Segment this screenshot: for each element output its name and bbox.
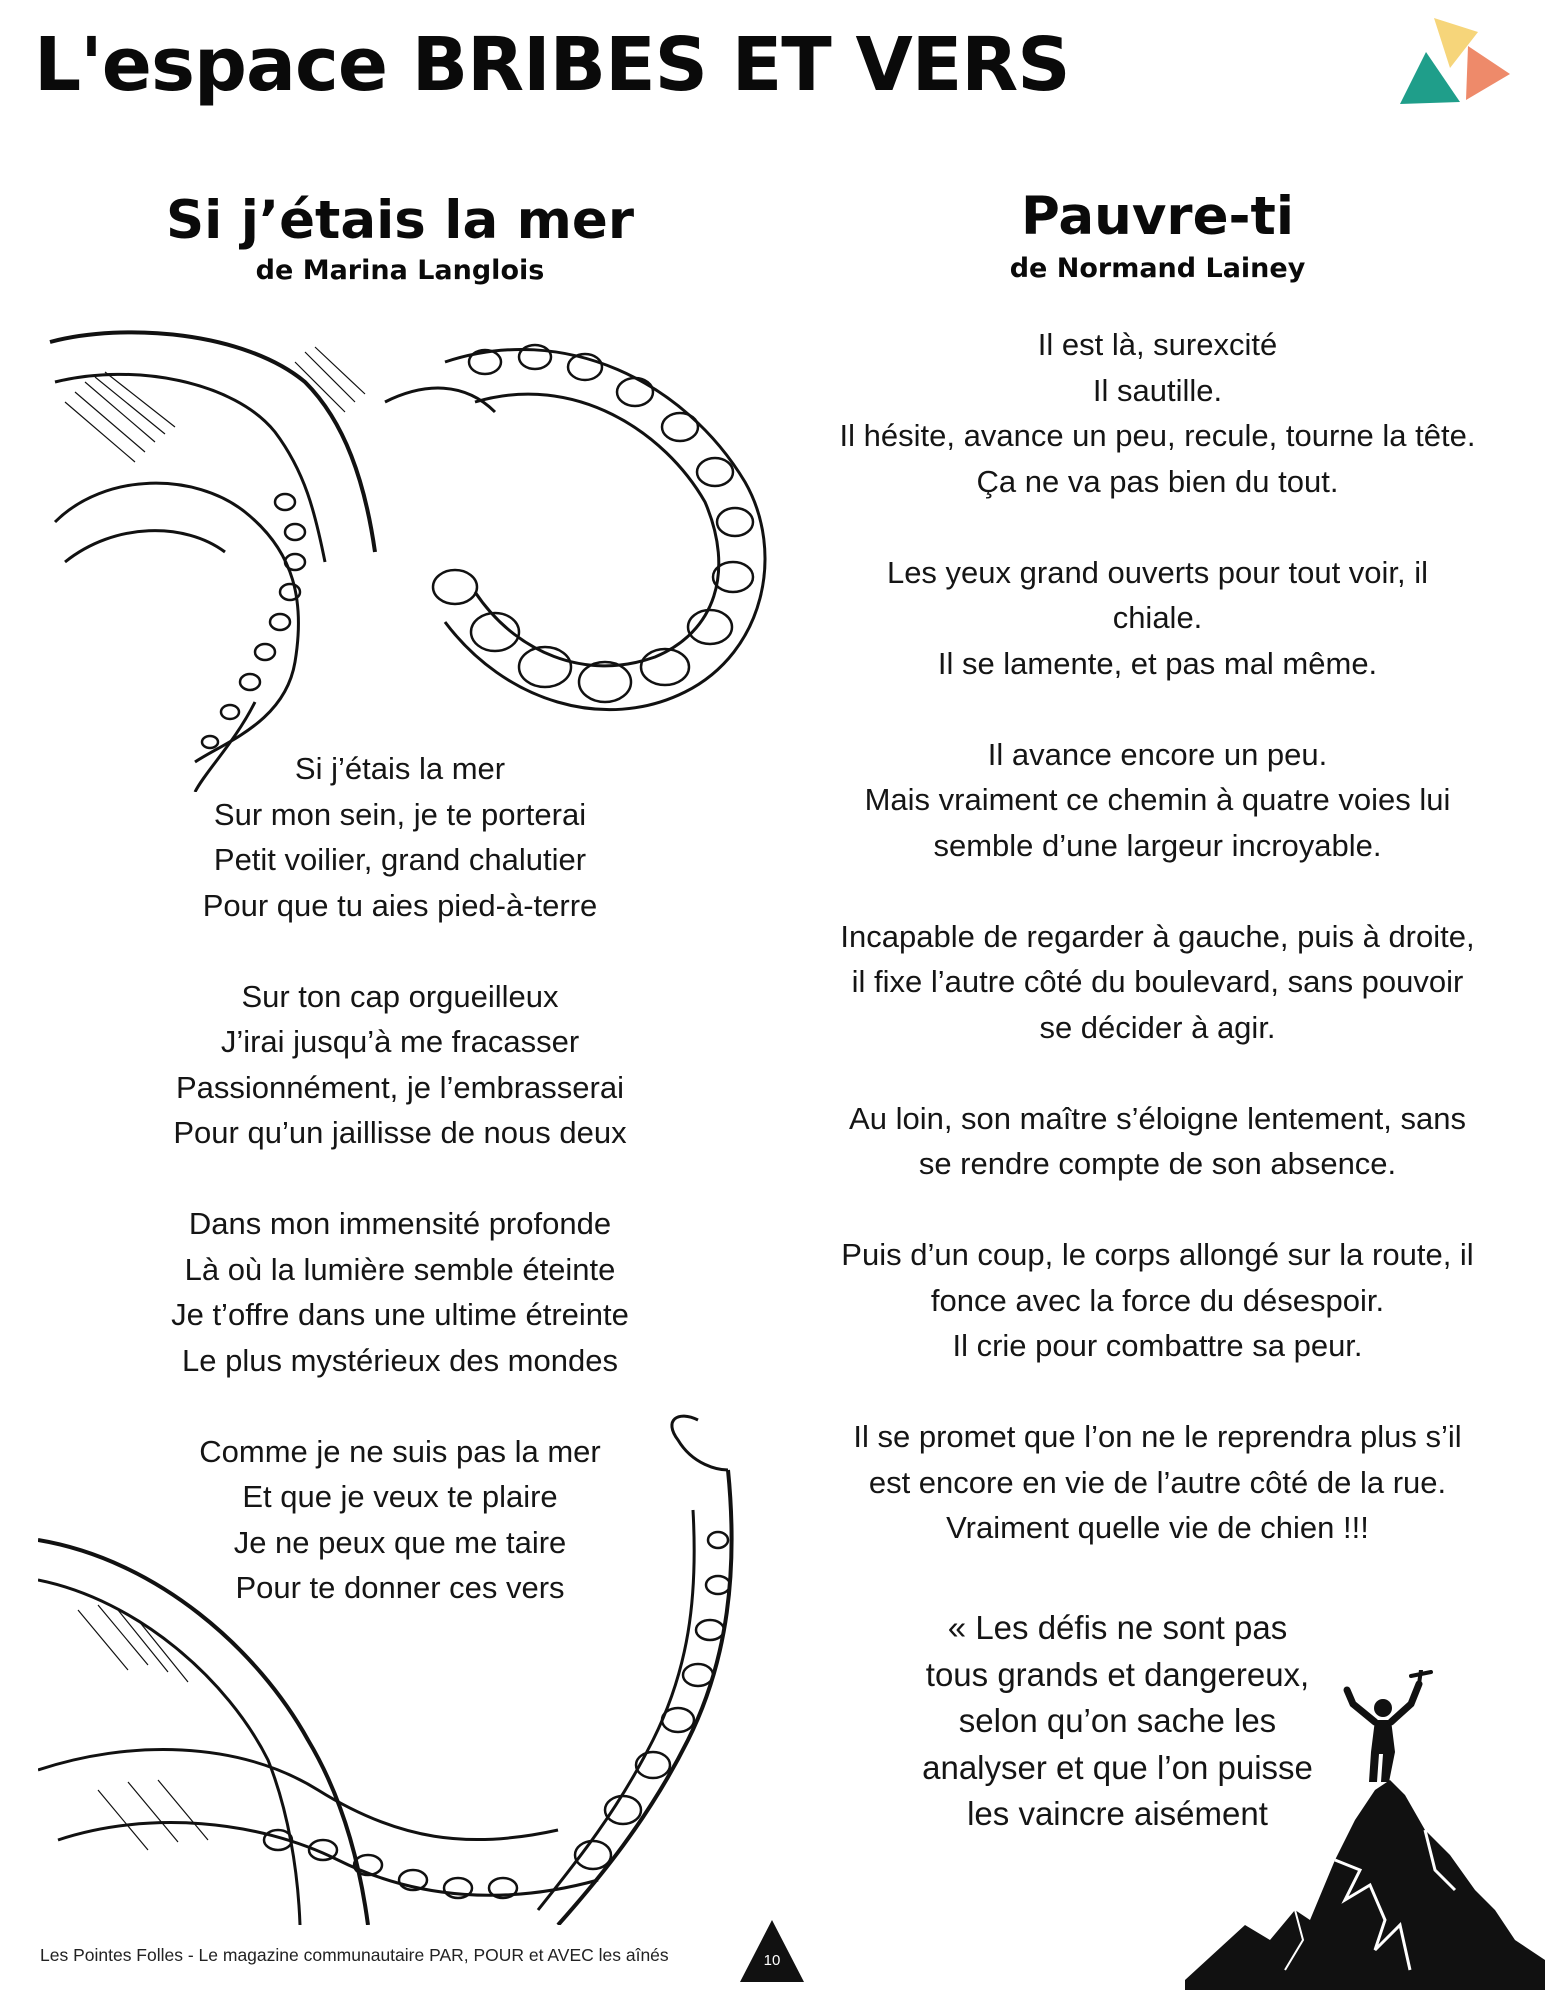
left-poem-title: Si j’étais la mer	[166, 190, 634, 251]
stanza	[30, 1201, 770, 1383]
stanza	[800, 732, 1515, 869]
verse-line: Et que je veux te plaire	[242, 1479, 558, 1514]
verse-line: Pour qu’un jaillisse de nous deux	[173, 1115, 627, 1150]
verse-line: Il est là, surexcité	[1037, 327, 1278, 362]
verse-line: J’irai jusqu’à me fracasser	[220, 1024, 580, 1059]
verse-line: Sur mon sein, je te porterai	[213, 796, 587, 832]
page-number-badge	[740, 1920, 804, 1982]
verse-line: Incapable de regarder à gauche, puis à droite,	[840, 918, 1475, 954]
verse-line: est encore en vie de l’autre côté de la rue.	[868, 1464, 1447, 1500]
verse-line: Il se lamente, et pas mal même.	[937, 645, 1378, 681]
verse-line: fonce avec la force du désespoir.	[930, 1282, 1385, 1318]
stanza	[30, 974, 770, 1156]
verse-line: Je t’offre dans une ultime étreinte	[171, 1297, 629, 1332]
verse-line: se rendre compte de son absence.	[918, 1146, 1397, 1181]
verse-line: Passionnément, je l’embrasserai	[176, 1069, 624, 1105]
verse-line: Puis d’un coup, le corps allongé sur la route, il	[841, 1237, 1474, 1272]
verse-line: Si j’étais la mer	[294, 751, 506, 786]
verse-line: Il se promet que l’on ne le reprendra plus s’il	[853, 1419, 1462, 1454]
quote-line: « Les défis ne sont pas	[947, 1609, 1288, 1646]
verse-line: Il crie pour combattre sa peur.	[952, 1328, 1363, 1363]
right-poem-author: de Normand Lainey	[1009, 253, 1306, 284]
stanza	[800, 1096, 1515, 1187]
left-poem-author: de Marina Langlois	[255, 255, 545, 286]
stanza	[800, 322, 1515, 504]
verse-line: il fixe l’autre côté du boulevard, sans pouvoir	[851, 964, 1464, 999]
stanza	[800, 914, 1515, 1051]
page-title: L'espace BRIBES ET VERS	[34, 22, 1070, 108]
quote-line: analyser et que l’on puisse	[922, 1748, 1313, 1786]
verse-line: Dans mon immensité profonde	[188, 1206, 612, 1241]
stanza	[30, 746, 770, 928]
page-number: 10	[763, 1952, 781, 1969]
footer-text: Les Pointes Folles - Le magazine communautaire PAR, POUR et AVEC les aînés	[40, 1945, 669, 1965]
verse-line: Là où la lumière semble éteinte	[184, 1251, 616, 1287]
verse-line: semble d’une largeur incroyable.	[933, 827, 1382, 863]
verse-line: chiale.	[1112, 600, 1203, 635]
verse-line: Comme je ne suis pas la mer	[199, 1433, 601, 1469]
verse-line: Pour que tu aies pied-à-terre	[202, 887, 598, 923]
verse-line: Vraiment quelle vie de chien !!!	[946, 1510, 1369, 1545]
octopus-tentacles-bottom-illustration	[38, 1410, 768, 1925]
quote-line: les vaincre aisément	[967, 1795, 1268, 1832]
verse-line: Mais vraiment ce chemin à quatre voies lui	[864, 782, 1451, 817]
climber-on-mountain-icon	[1185, 1670, 1545, 1990]
verse-line: Je ne peux que me taire	[233, 1524, 567, 1560]
verse-line: Il hésite, avance un peu, recule, tourne la tête.	[839, 418, 1476, 453]
right-poem-title: Pauvre-ti	[1020, 186, 1295, 247]
verse-line: Au loin, son maître s’éloigne lentement, sans	[849, 1100, 1466, 1136]
verse-line: Le plus mystérieux des mondes	[182, 1342, 618, 1378]
right-poem-verses	[800, 322, 1515, 1596]
verse-line: Les yeux grand ouverts pour tout voir, il	[886, 554, 1429, 590]
verse-line: Pour te donner ces vers	[235, 1570, 565, 1605]
verse-line: Petit voilier, grand chalutier	[213, 842, 587, 877]
verse-line: se décider à agir.	[1039, 1009, 1276, 1045]
verse-line: Il avance encore un peu.	[987, 736, 1328, 772]
stanza	[800, 1414, 1515, 1551]
quote-line: selon qu’on sache les	[958, 1702, 1277, 1739]
verse-line: Sur ton cap orgueilleux	[241, 978, 559, 1014]
stanza	[800, 1232, 1515, 1369]
verse-line: Il sautille.	[1092, 372, 1223, 408]
verse-line: Ça ne va pas bien du tout.	[976, 463, 1339, 499]
stanza	[800, 550, 1515, 687]
quote-line: tous grands et dangereux,	[925, 1655, 1310, 1693]
